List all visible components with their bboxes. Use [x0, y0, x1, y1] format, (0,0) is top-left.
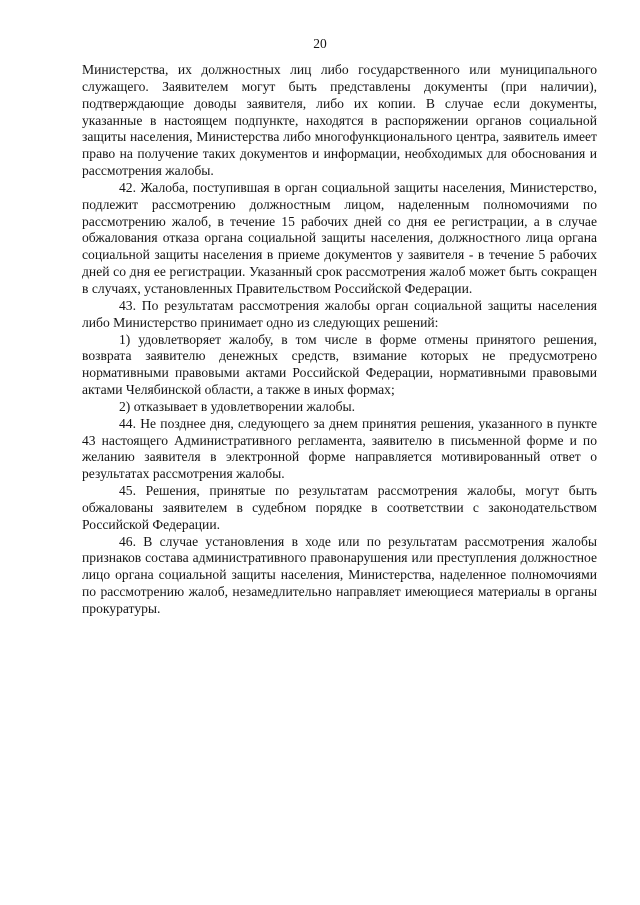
paragraph-45: 45. Решения, принятые по результатам рассмотрения жалобы, могут быть обжалованы заявителем в судебном порядке в соответствии с законодательством Российской Федерации. — [82, 483, 597, 532]
paragraph-43: 43. По результатам рассмотрения жалобы орган социальной защиты населения либо Министерство принимает одно из следующих решений: — [82, 297, 597, 330]
paragraph-43-item-1: 1) удовлетворяет жалобу, в том числе в форме отмены принятого решения, возврата заявителю денежных средств, взимание которых не предусмотрено нормативными правовыми актами Российской Федерации, нормативными правовыми актами Челябинской области, а также в иных формах; — [82, 331, 597, 398]
paragraph-continuation: Министерства, их должностных лиц либо государственного или муниципального служащего. Заявителем могут быть представлены документы (при наличии), подтверждающие доводы заявителя, либо их копии. В случае если документы, указанные в настоящем подпункте, находятся в распоряжении органов социальной защиты населения, Министерства либо многофункционального центра, заявитель имеет право на получение таких документов и информации, необходимых для обоснования и рассмотрения жалобы. — [82, 62, 597, 179]
document-body — [82, 62, 597, 618]
page-number: 20 — [313, 36, 327, 51]
paragraph-44: 44. Не позднее дня, следующего за днем принятия решения, указанного в пункте 43 настоящего Административного регламента, заявителю в письменной форме и по желанию заявителя в электронной форме направляется мотивированный ответ о результатах рассмотрения жалобы. — [82, 415, 597, 482]
paragraph-42: 42. Жалоба, поступившая в орган социальной защиты населения, Министерство, подлежит рассмотрению должностным лицом, наделенным полномочиями по рассмотрению жалоб, в течение 15 рабочих дней со дня ее регистрации, а в случае обжалования отказа органа социальной защиты населения, должностного лица органа социальной защиты населения в приеме документов у заявителя - в течение 5 рабочих дней со дня ее регистрации. Указанный срок рассмотрения жалоб может быть сокращен в случаях, установленных Правительством Российской Федерации. — [82, 179, 597, 296]
paragraph-46: 46. В случае установления в ходе или по результатам рассмотрения жалобы признаков состава административного правонарушения или преступления должностное лицо органа социальной защиты населения, Министерства, наделенное полномочиями по рассмотрению жалоб, незамедлительно направляет имеющиеся материалы в органы прокуратуры. — [82, 533, 597, 616]
paragraph-43-item-2: 2) отказывает в удовлетворении жалобы. — [119, 398, 356, 414]
